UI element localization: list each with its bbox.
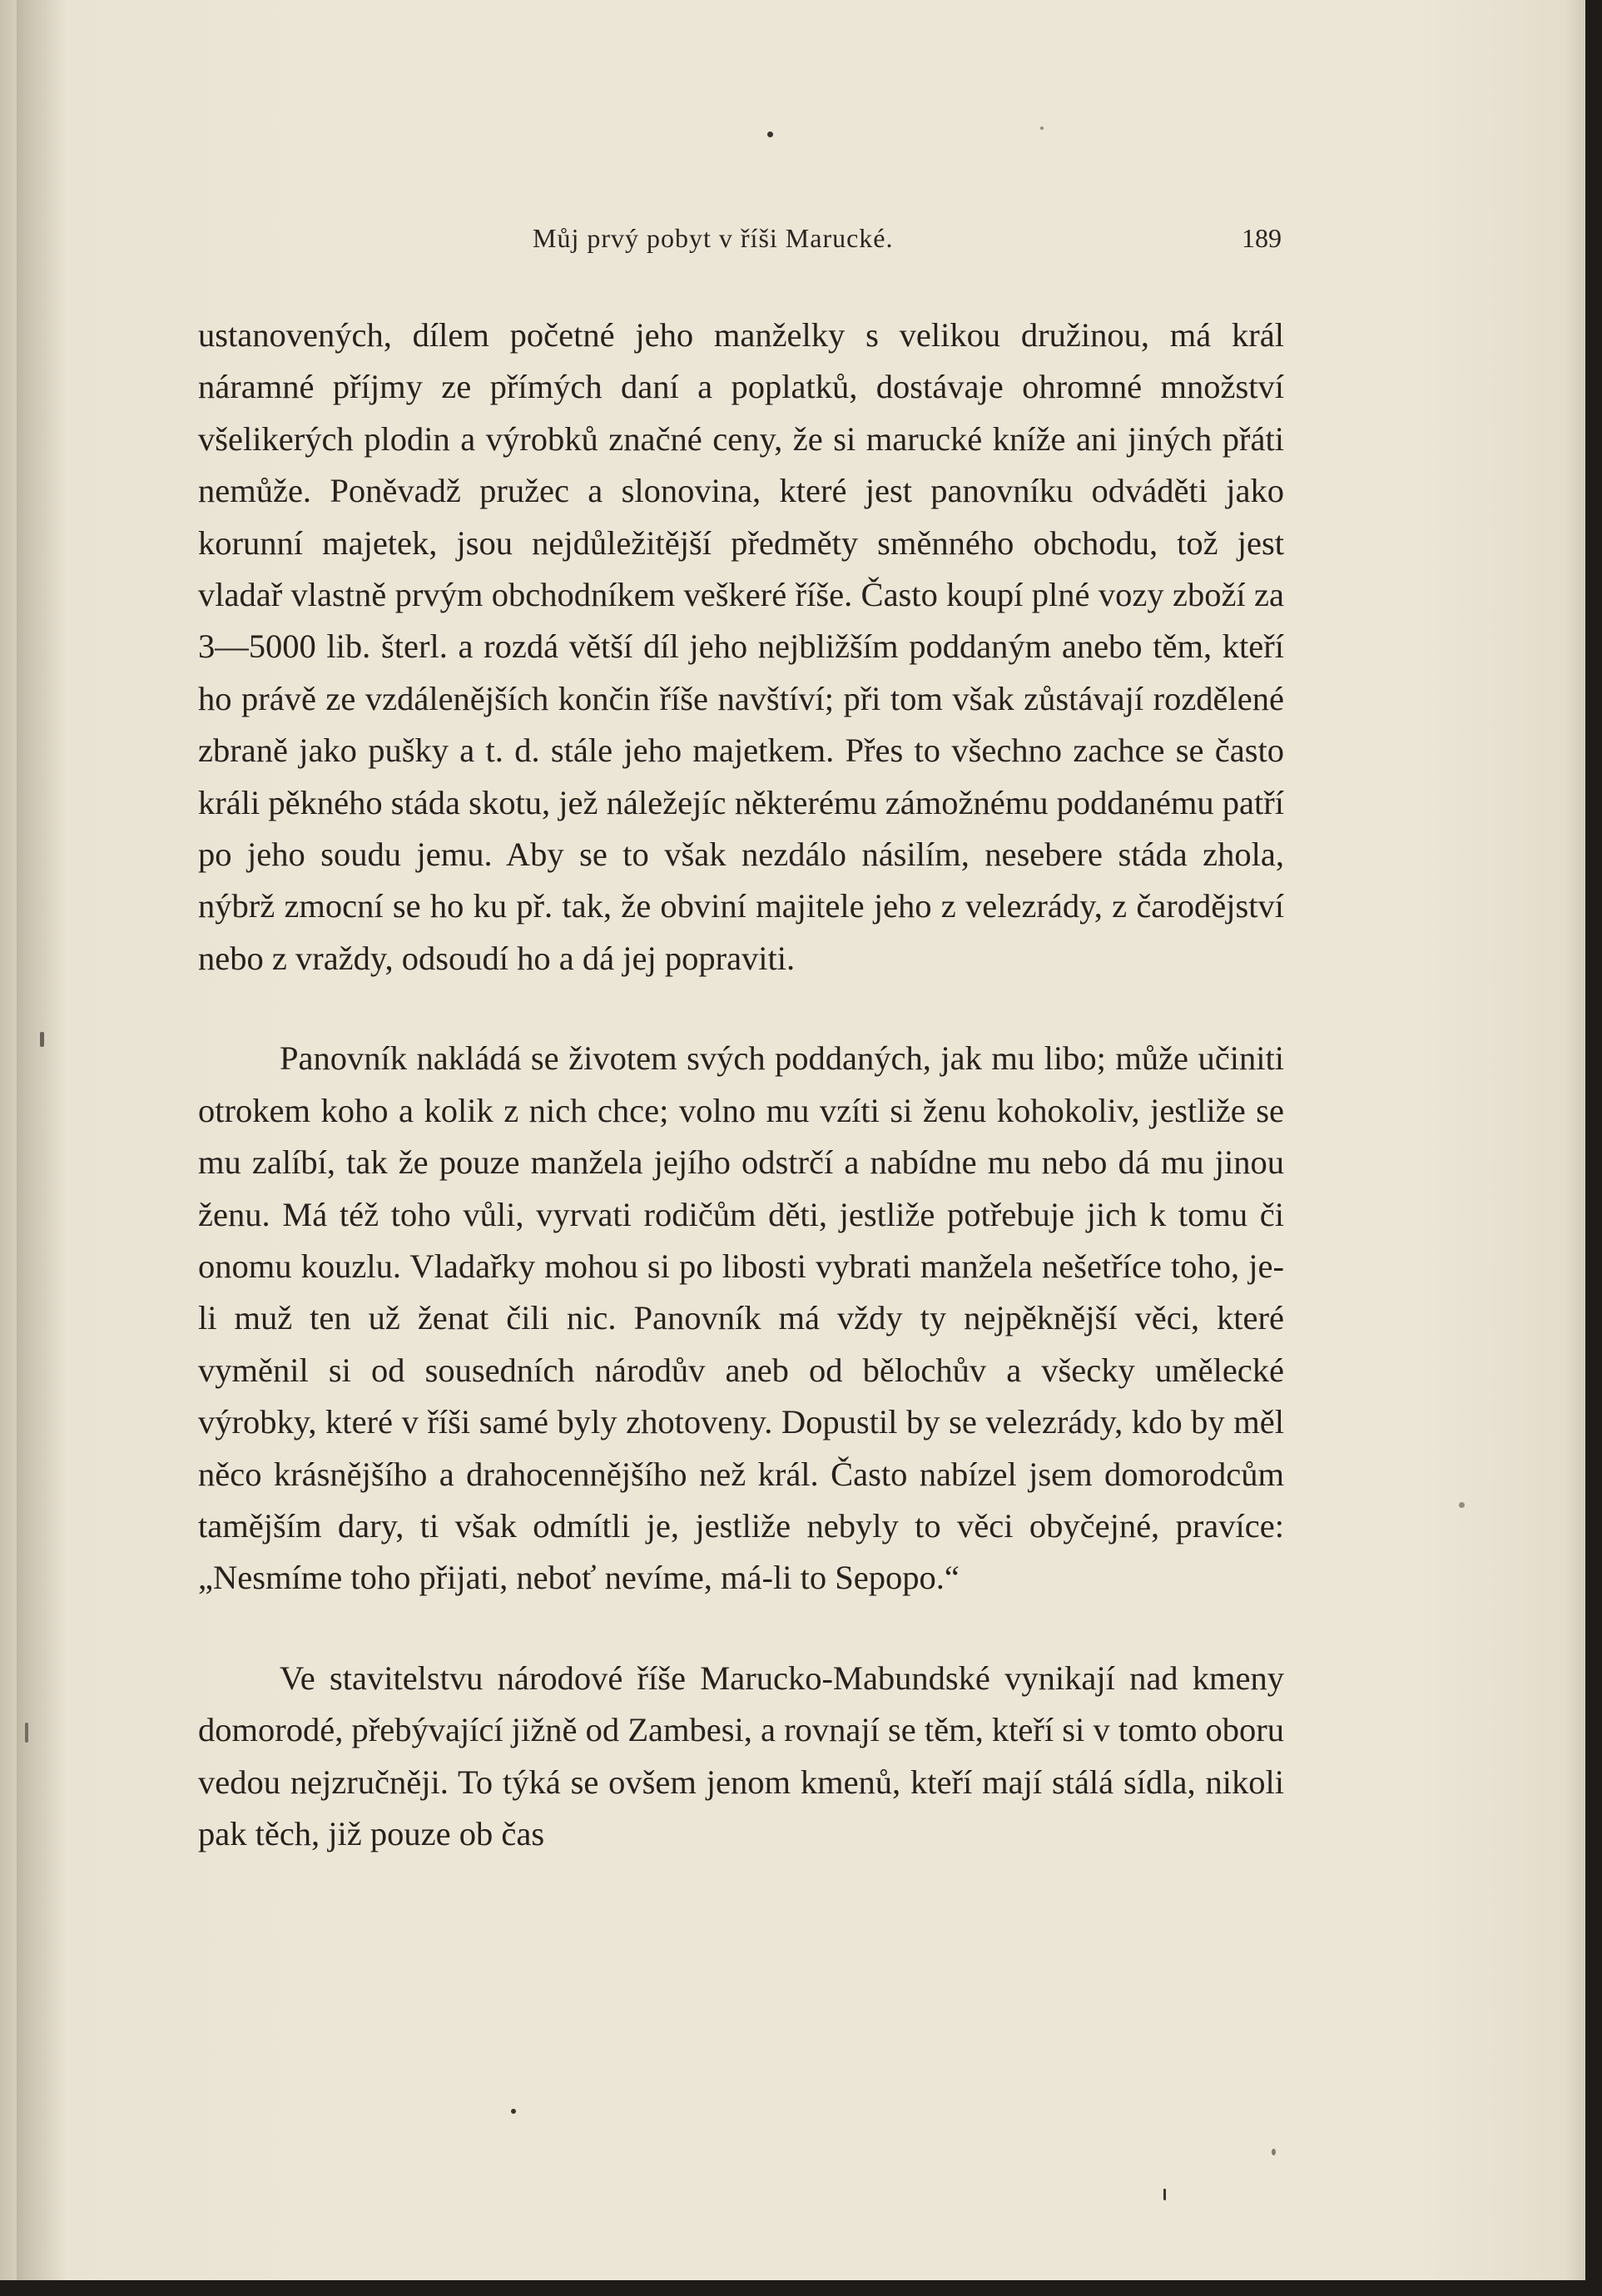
running-head-title: Můj prvý pobyt v říši Marucké.: [533, 223, 894, 253]
paragraph-1: ustanovených, dílem početné jeho manželky s velikou družinou, má král náramné příjmy ze přímých daní a poplatků, dostávaje ohromné množství všelikerých plodin a výrobků značné ceny, že si marucké kníže ani jiných přáti nemůže. Poněvadž pružec a slonovina, které jest panovníku odváděti jako korunní majetek, jsou nejdůležitější předměty směnného obchodu, tož jest vladař vlastně prvým obchodníkem veškeré říše. Často koupí plné vozy zboží za 3—5000 lib. šterl. a rozdá větší díl jeho nejbližším poddaným anebo těm, kteří ho právě ze vzdálenějších končin říše navštíví; při tom však zůstávají rozdělené zbraně jako pušky a t. d. stále jeho majetkem. Přes to všechno zachce se často králi pěkného stáda skotu, jež náležejíc některému zámožnému poddanému patří po jeho soudu jemu. Aby se to však nezdálo násilím, nesebere stáda zhola, nýbrž zmocní se ho ku př. tak, že obviní majitele jeho z velezrády, z čarodějství nebo z vraždy, odsoudí ho a dá jej popraviti.: [198, 316, 1284, 977]
scan-border-bottom: [0, 2280, 1602, 2296]
ink-speck: [40, 1032, 44, 1047]
ink-speck: [1163, 2189, 1166, 2200]
ink-speck: [767, 131, 773, 137]
scan-border-right: [1585, 0, 1602, 2296]
ink-speck: [1459, 1502, 1465, 1508]
ink-speck: [1040, 126, 1044, 130]
ink-speck: [511, 2109, 516, 2114]
body-text: [198, 310, 1284, 1860]
page-number: 189: [1242, 223, 1282, 253]
page-spine-shadow: [17, 0, 67, 2280]
running-head: [200, 223, 1282, 265]
ink-speck: [25, 1723, 28, 1743]
paragraph-3: Ve stavitelstvu národové říše Marucko-Mabundské vynikají nad kmeny domorodé, přebývající jižně od Zambesi, a rovnají se těm, kteří si v tomto oboru vedou nejzručněji. To týká se ovšem jenom kmenů, kteří mají stálá sídla, nikoli pak těch, již pouze ob čas: [198, 1659, 1284, 1852]
paragraph-2: Panovník nakládá se životem svých poddaných, jak mu libo; může učiniti otrokem koho a kolik z nich chce; volno mu vzíti si ženu kohokoliv, jestliže se mu zalíbí, tak že pouze manžela jejího odstrčí a nabídne mu nebo dá mu jinou ženu. Má též toho vůli, vyrvati rodičům děti, jestliže potřebuje jich k tomu či onomu kouzlu. Vladařky mohou si po libosti vybrati manžela nešetříce toho, je-li muž ten už ženat čili nic. Panovník má vždy ty nejpěknější věci, které vyměnil si od sousedních národův aneb od bělochův a všecky umělecké výrobky, které v říši samé byly zhotoveny. Dopustil by se velezrády, kdo by měl něco krásnějšího a drahocennějšího než král. Často nabízel jsem domorodcům tamějším dary, ti však odmítli je, jestliže nebyly to věci obyčejné, pravíce: „Nesmíme toho přijati, neboť nevíme, má-li to Sepopo.“: [198, 1039, 1284, 1597]
ink-speck: [1272, 2149, 1276, 2155]
